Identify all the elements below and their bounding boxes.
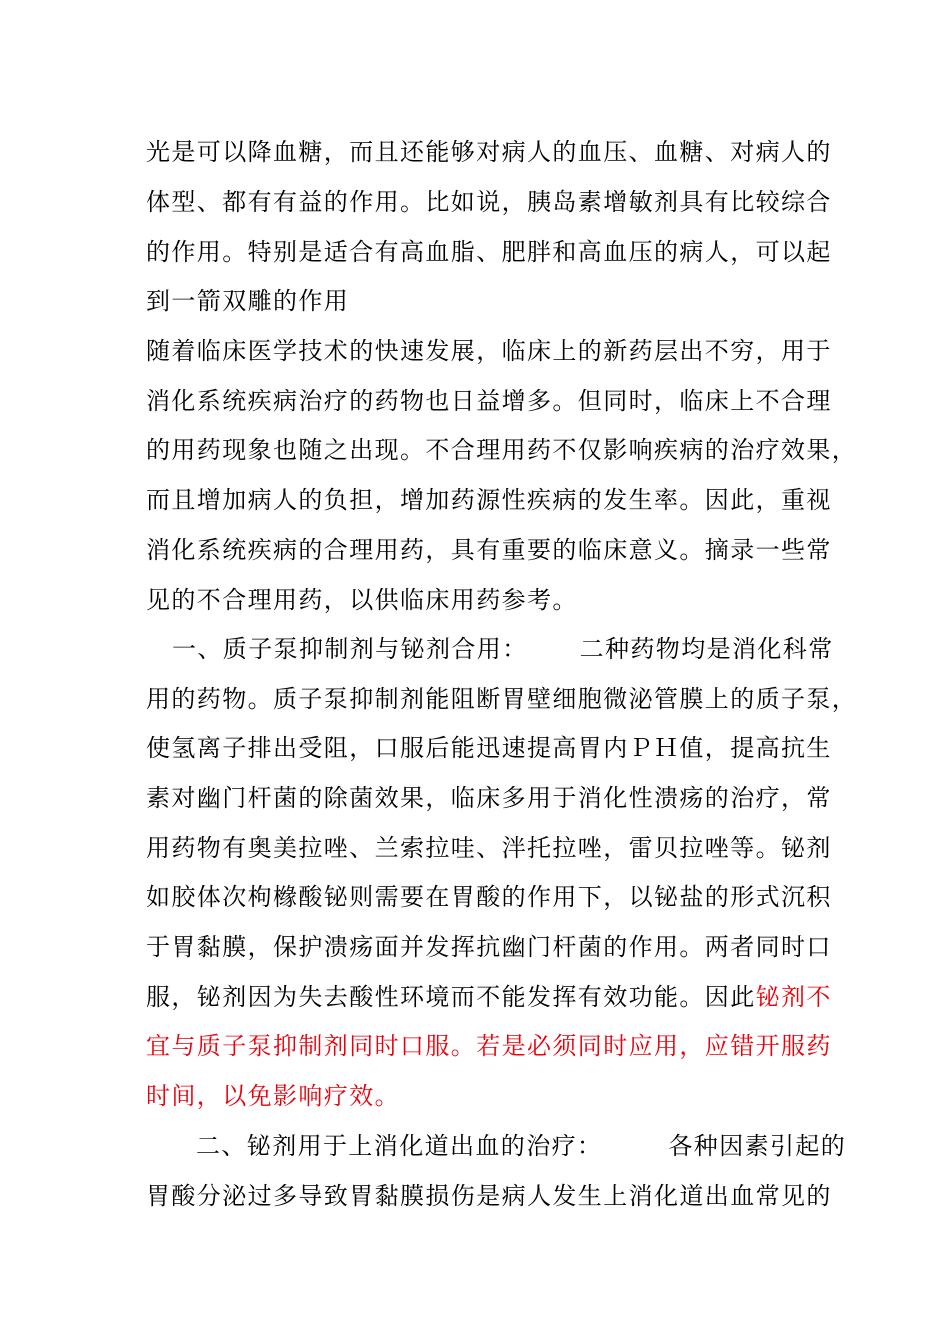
paragraph-line: 于胃黏膜，保护溃疡面并发挥抗幽门杆菌的作用。两者同时口 xyxy=(146,933,832,961)
section-heading-line xyxy=(196,1126,847,1166)
paragraph-line: 的作用。特别是适合有高血脂、肥胖和高血压的病人，可以起 xyxy=(146,238,832,266)
section-text: 各种因素引起的 xyxy=(668,1132,847,1160)
highlighted-line: 宜与质子泵抑制剂同时口服。若是必须同时应用，应错开服药 xyxy=(146,1032,832,1060)
paragraph-line: 而且增加病人的负担，增加药源性疾病的发生率。因此，重视 xyxy=(146,486,832,514)
paragraph-line: 如胶体次枸橼酸铋则需要在胃酸的作用下，以铋盐的形式沉积 xyxy=(146,883,832,911)
paragraph-line: 消化系统疾病治疗的药物也日益增多。但同时，临床上不合理 xyxy=(146,387,832,415)
paragraph-line: 素对幽门杆菌的除菌效果，临床多用于消化性溃疡的治疗，常 xyxy=(146,784,832,812)
section-heading-line xyxy=(172,629,834,669)
normal-text: 服，铋剂因为失去酸性环境而不能发挥有效功能。因此 xyxy=(146,983,756,1011)
paragraph-line: 消化系统疾病的合理用药，具有重要的临床意义。摘录一些常 xyxy=(146,536,832,564)
paragraph-line: 使氢离子排出受阻，口服后能迅速提高胃内ＰＨ值，提高抗生 xyxy=(146,734,832,762)
paragraph-line: 见的不合理用药，以供临床用药参考。 xyxy=(146,586,578,614)
highlighted-line: 时间，以免影响疗效。 xyxy=(146,1082,400,1110)
paragraph-line: 用的药物。质子泵抑制剂能阻断胃壁细胞微泌管膜上的质子泵， xyxy=(146,685,858,713)
highlighted-text: 铋剂不 xyxy=(755,983,832,1011)
section-heading: 二、铋剂用于上消化道出血的治疗： xyxy=(196,1132,603,1160)
paragraph-line: 用药物有奥美拉唑、兰索拉哇、泮托拉唑，雷贝拉唑等。铋剂 xyxy=(146,834,832,862)
paragraph-line: 随着临床医学技术的快速发展，临床上的新药层出不穷，用于 xyxy=(146,337,832,365)
paragraph-line: 的用药现象也随之出现。不合理用药不仅影响疾病的治疗效果， xyxy=(146,436,858,464)
paragraph-line: 到一箭双雕的作用 xyxy=(146,287,350,315)
paragraph-line: 胃酸分泌过多导致胃黏膜损伤是病人发生上消化道出血常见的 xyxy=(146,1182,832,1210)
section-heading: 一、质子泵抑制剂与铋剂合用： xyxy=(172,635,528,663)
paragraph-line: 体型、都有有益的作用。比如说，胰岛素增敏剂具有比较综合 xyxy=(146,188,832,216)
section-text: 二种药物均是消化科常 xyxy=(579,635,834,663)
paragraph-line: 光是可以降血糖，而且还能够对病人的血压、血糖、对病人的 xyxy=(146,138,832,166)
paragraph-line xyxy=(146,977,832,1017)
